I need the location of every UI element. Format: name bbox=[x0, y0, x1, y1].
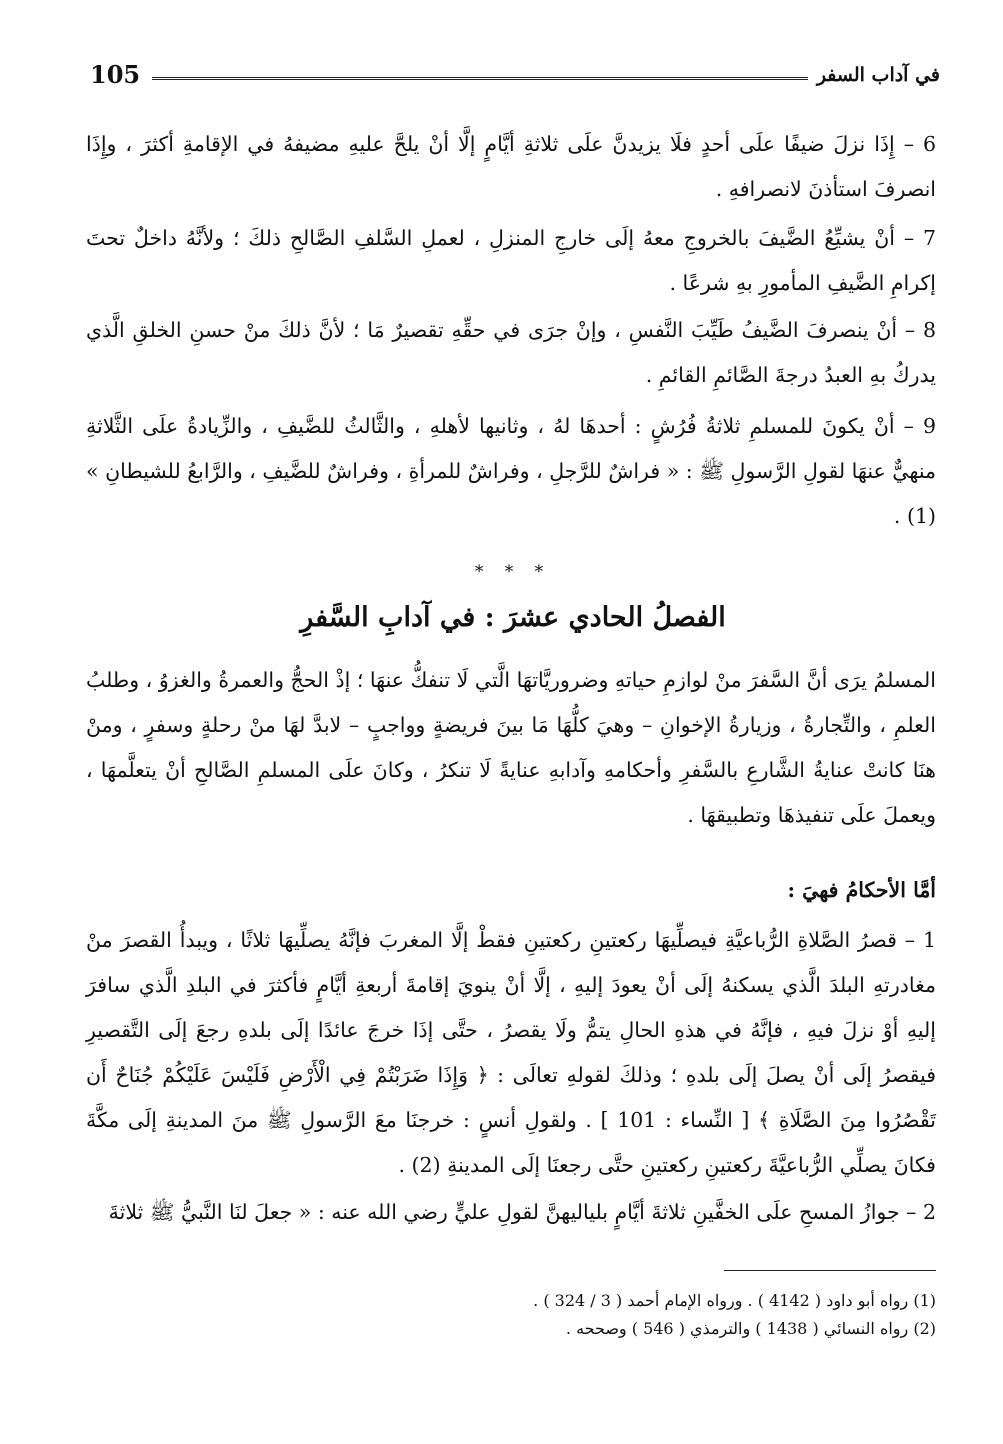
chapter-title: الفصلُ الحادي عشرَ : في آدابِ السَّفرِ bbox=[300, 602, 726, 633]
running-title: في آداب السفر bbox=[816, 64, 940, 86]
paragraph-item-6: 6 – إِذَا نزلَ ضيفًا علَى أحدٍ فلَا يزيدنَّ علَى ثلاثةِ أيَّامٍ إلَّا أنْ يلحَّ عليهِ مضيفهُ في الإقامةِ أكثرَ ، وإِذَا انصرفَ استأذنَ لانصرافهِ . bbox=[86, 132, 936, 201]
ruling-item-1: 1 – قصرُ الصَّلاةِ الرُّباعيَّةِ فيصلِّيهَا ركعتينِ ركعتينِ فقطْ إلَّا المغربَ فإنَّهُ يصلِّيهَا ثلاثًا ، ويبدأُ القصرَ منْ مغادرتهِ البلدَ الَّذي يسكنهُ إلَى أنْ يعودَ إليهِ ، إلَّا أنْ ينويَ إقامةَ أربعةِ أيَّامٍ فأكثرَ في البلدِ الَّذي سافرَ إليهِ أوْ نزلَ فيهِ ، فإنَّهُ في هذهِ الحالِ يتمُّ ولَا يقصرُ ، حتَّى إذَا خرجَ عائدًا إلَى بلدهِ رجعَ إلَى التَّقصيرِ فيقصرُ إلَى أنْ يصلَ إلَى بلدهِ ؛ وذلكَ لقولهِ تعالَى : ﴿ وَإِذَا ضَرَبْتُمْ فِي الْأَرْضِ فَلَيْسَ عَلَيْكُمْ جُنَاحٌ أَن تَقْصُرُوا مِنَ الصَّلَاةِ ﴾ [ النِّساء : 101 ] . ولقولِ أنسٍ : خرجنَا معَ الرَّسولِ ﷺ منَ المدينةِ إلَى مكَّةَ فكانَ يصلِّي الرُّباعيَّةَ ركعتينِ ركعتينِ حتَّى رجعنَا إلَى المدينةِ (2) . bbox=[86, 928, 937, 1177]
footnote-divider bbox=[724, 1270, 936, 1271]
intro-paragraph: المسلمُ يرَى أنَّ السَّفرَ منْ لوازمِ حياتهِ وضروريَّاتهَا الَّتي لَا تنفكُّ عنهَا ؛ إذْ الحجُّ والعمرةُ والغزوُ ، وطلبُ العلمِ ، والتِّجارةُ ، وزيارةُ الإخوانِ – وهيَ كلُّهَا مَا بينَ فريضةٍ وواجبٍ – لابدَّ لهَا منْ رحلةٍ وسفرٍ ، ومنْ هنَا كانتْ عنايةُ الشَّارعِ بالسَّفرِ وأحكامهِ وآدابهِ عنايةً لَا تنكرُ ، وكانَ علَى المسلمِ الصَّالحِ أنْ يتعلَّمهَا ، ويعملَ علَى تنفيذهَا وتطبيقهَا . bbox=[86, 668, 936, 827]
section-heading: أمَّا الأحكامُ فهيَ : bbox=[787, 878, 936, 902]
section-separator: * * * bbox=[474, 562, 552, 582]
paragraph-item-7: 7 – أنْ يشيِّعُ الضَّيفَ بالخروجِ معهُ إلَى خارجِ المنزلِ ، لعملِ السَّلفِ الصَّالحِ ذلكَ ؛ ولأنَّهُ داخلٌ تحتَ إكرامِ الضَّيفِ المأمورِ بهِ شرعًا . bbox=[86, 226, 936, 295]
paragraph-item-8: 8 – أنْ ينصرفَ الضَّيفُ طَيِّبَ النَّفسِ ، وإنْ جرَى في حقِّهِ تقصيرٌ مَا ؛ لأنَّ ذلكَ منْ حسنِ الخلقِ الَّذي يدركُ بهِ العبدُ درجةَ الصَّائمِ القائمِ . bbox=[86, 318, 936, 387]
paragraph-item-9: 9 – أنْ يكونَ للمسلمِ ثلاثةُ فُرُشٍ : أحدهَا لهُ ، وثانيها لأهلهِ ، والثَّالثُ للضَّيفِ ، والزِّيادةُ علَى الثَّلاثةِ منهيٌّ عنهَا لقولِ الرَّسولِ ﷺ : « فراشٌ للرَّجلِ ، وفراشٌ للمرأةِ ، وفراشٌ للضَّيفِ ، والرَّابعُ للشيطانِ » (1) . bbox=[86, 414, 936, 528]
ruling-item-2: 2 – جوازُ المسحِ علَى الخفَّينِ ثلاثةَ أيَّامٍ بلياليهنَّ لقولِ عليٍّ رضي الله عنه : « جعلَ لنَا النَّبيُّ ﷺ ثلاثةَ bbox=[108, 1200, 936, 1224]
page-header bbox=[86, 60, 940, 94]
header-double-rule bbox=[152, 77, 808, 80]
footnote-2: (2) رواه النسائي ( 1438 ) والترمذي ( 546 ) وصححه . bbox=[565, 1319, 936, 1338]
page-number: 105 bbox=[90, 60, 141, 89]
footnote-1: (1) رواه أبو داود ( 4142 ) . ورواه الإمام أحمد ( 3 / 324 ) . bbox=[533, 1291, 936, 1310]
book-page bbox=[86, 52, 940, 1412]
